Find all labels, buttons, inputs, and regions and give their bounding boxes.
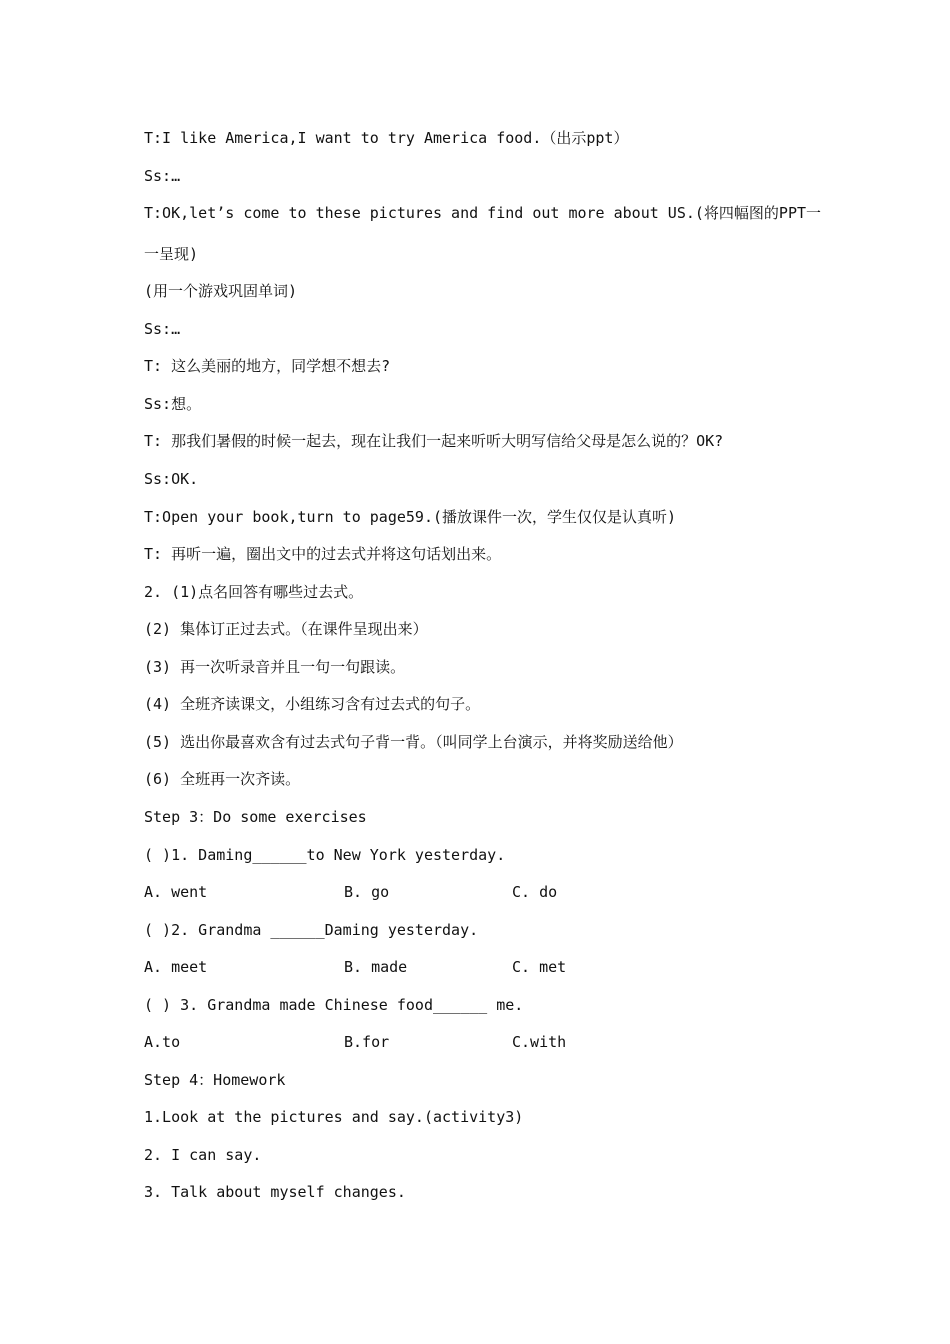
exercise-question: ( ) 3. Grandma made Chinese food______ me.: [144, 996, 524, 1014]
dialogue-line: T:OK,let’s come to these pictures and find out more about US.(将四幅图的PPT一: [144, 204, 822, 222]
homework-item: 1.Look at the pictures and say.(activity3): [144, 1108, 524, 1126]
dialogue-line: T: 那我们暑假的时候一起去，现在让我们一起来听听大明写信给父母是怎么说的？OK?: [144, 432, 724, 450]
step-heading: Step 3：Do some exercises: [144, 808, 367, 826]
exercise-option: C. do: [512, 883, 558, 901]
exercise-option: A. meet: [144, 958, 208, 976]
activity-line: (5) 选出你最喜欢含有过去式句子背一背。（叫同学上台演示，并将奖励送给他）: [144, 733, 683, 751]
step-heading: Step 4：Homework: [144, 1071, 286, 1089]
activity-line: (2) 集体订正过去式。（在课件呈现出来）: [144, 620, 428, 638]
exercise-option: B.for: [344, 1033, 390, 1051]
exercise-question: ( )2. Grandma ______Daming yesterday.: [144, 921, 479, 939]
exercise-option: B. made: [344, 958, 408, 976]
homework-item: 3. Talk about myself changes.: [144, 1183, 406, 1201]
exercise-option: A. went: [144, 883, 208, 901]
exercise-question: ( )1. Daming______to New York yesterday.: [144, 846, 506, 864]
activity-line: (3) 再一次听录音并且一句一句跟读。: [144, 658, 406, 676]
exercise-option: B. go: [344, 883, 390, 901]
exercise-option: A.to: [144, 1033, 181, 1051]
exercise-option: C. met: [512, 958, 567, 976]
dialogue-line: T: 再听一遍，圈出文中的过去式并将这句话划出来。: [144, 545, 502, 563]
dialogue-line: T:Open your book,turn to page59.(播放课件一次，学生仅仅是认真听): [144, 508, 677, 526]
activity-line: 2. (1)点名回答有哪些过去式。: [144, 583, 364, 601]
dialogue-line: 一呈现): [144, 245, 199, 263]
activity-line: (6) 全班再一次齐读。: [144, 770, 301, 788]
dialogue-line: Ss:…: [144, 320, 181, 338]
dialogue-line: Ss:OK.: [144, 470, 199, 488]
dialogue-line: Ss:想。: [144, 395, 202, 413]
homework-item: 2. I can say.: [144, 1146, 262, 1164]
exercise-option: C.with: [512, 1033, 567, 1051]
activity-line: (4) 全班齐读课文，小组练习含有过去式的句子。: [144, 695, 481, 713]
dialogue-line: Ss:…: [144, 167, 181, 185]
dialogue-line: T:I like America,I want to try America food.（出示ppt）: [144, 129, 629, 147]
instruction-line: (用一个游戏巩固单词): [144, 282, 298, 300]
dialogue-line: T: 这么美丽的地方，同学想不想去?: [144, 357, 391, 375]
